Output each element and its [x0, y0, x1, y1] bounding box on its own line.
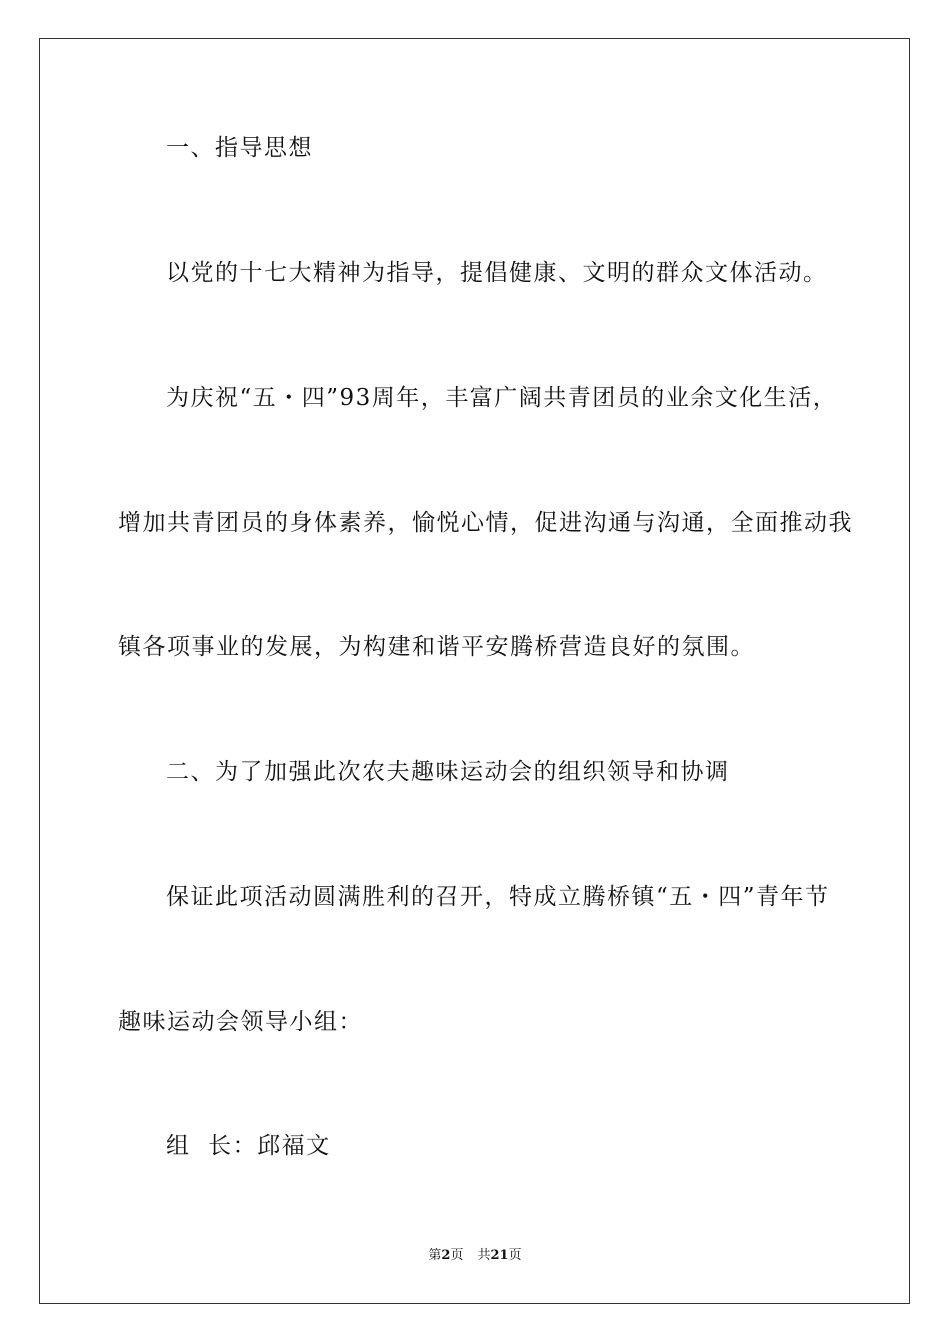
total-suffix: 页: [508, 1248, 522, 1263]
section-heading-guiding-ideology: 一、指导思想: [166, 135, 313, 161]
total-pages: 21: [490, 1248, 509, 1263]
page-number: 2: [441, 1248, 451, 1263]
paragraph-line: 增加共青团员的身体素养，愉悦心情，促进沟通与沟通，全面推动我: [118, 510, 853, 536]
page-prefix: 第: [428, 1248, 442, 1263]
page-footer: [0, 1247, 950, 1265]
page-suffix: 页: [450, 1248, 464, 1263]
total-prefix: 共: [477, 1248, 491, 1263]
paragraph-line: 以党的十七大精神为指导，提倡健康、文明的群众文体活动。: [166, 260, 828, 286]
section-heading-organization: 二、为了加强此次农夫趣味运动会的组织领导和协调: [166, 759, 730, 785]
page-border: [39, 38, 910, 1304]
paragraph-line: 镇各项事业的发展，为构建和谐平安腾桥营造良好的氛围。: [118, 634, 755, 660]
paragraph-line: 保证此项活动圆满胜利的召开，特成立腾桥镇“五・四”青年节: [166, 884, 830, 910]
paragraph-line: 为庆祝“五・四”93周年，丰富广阔共青团员的业余文化生活，: [166, 385, 838, 411]
group-leader-line: 组 长：邱福文: [166, 1133, 331, 1159]
paragraph-line: 趣味运动会领导小组：: [118, 1009, 363, 1035]
